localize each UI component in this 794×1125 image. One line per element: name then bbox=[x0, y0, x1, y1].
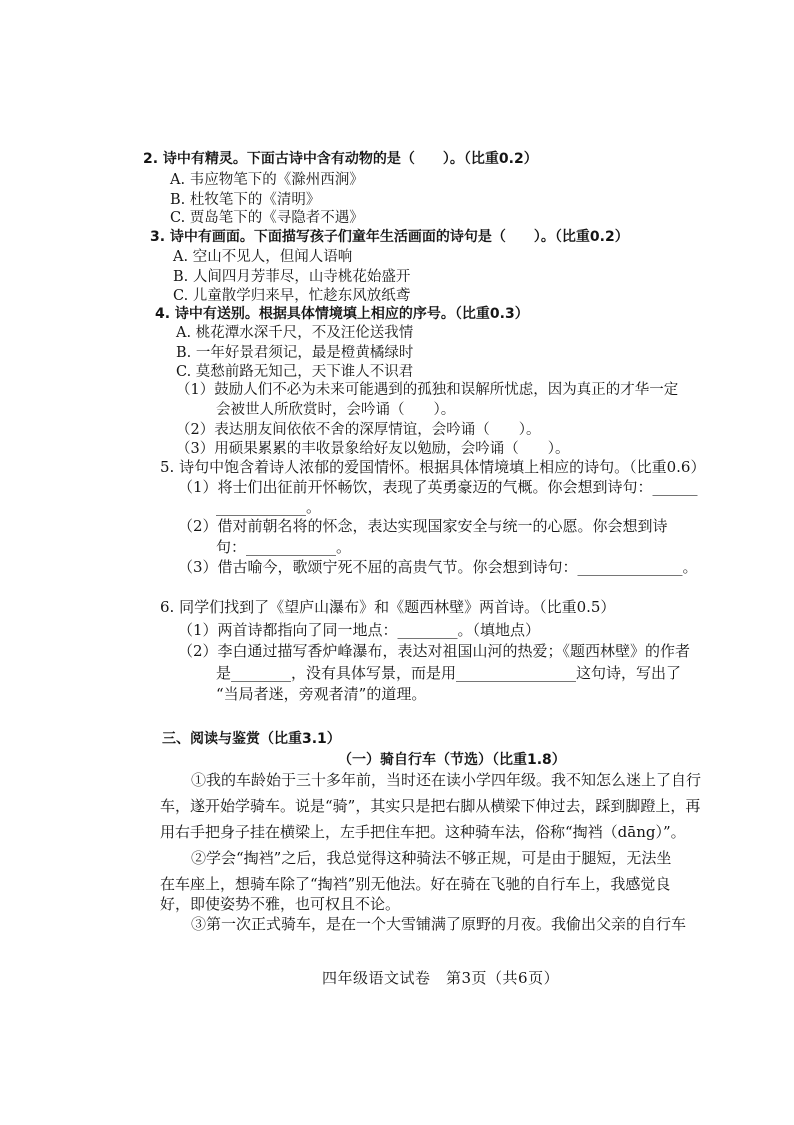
q6-item-2: （2）李白通过描写香炉峰瀑布，表达对祖国山河的热爱；《题西林壁》的作者 bbox=[178, 642, 691, 660]
q6-item-2-end: “当局者迷，旁观者清”的道理。 bbox=[216, 685, 427, 703]
passage-line: 车，遂开始学骑车。说是“骑”，其实只是把右脚从横梁下伸过去，踩到脚蹬上，再 bbox=[160, 797, 701, 815]
q6-item-1: （1）两首诗都指向了同一地点：________。（填地点） bbox=[178, 621, 541, 639]
q6-item-2-cont: 是________，没有具体写景，而是用________________这句诗，写出了 bbox=[216, 664, 682, 682]
passage-line: 用右手把身子挂在横梁上，左手把住车把。这种骑车法，俗称“掏裆（dāng）”。 bbox=[160, 823, 686, 841]
passage-line: 好，即使姿势不雅，也可权且不论。 bbox=[160, 895, 401, 913]
q5-item-1: （1）将士们出征前开怀畅饮，表现了英勇豪迈的气概。你会想到诗句：______ bbox=[178, 478, 698, 496]
q3-stem: 3. 诗中有画面。下面描写孩子们童年生活画面的诗句是（ ）。（比重0.2） bbox=[150, 229, 629, 245]
q2-option-c: C. 贾岛笔下的《寻隐者不遇》 bbox=[170, 210, 364, 226]
q6-stem: 6. 同学们找到了《望庐山瀑布》和《题西林壁》两首诗。（比重0.5） bbox=[160, 598, 616, 616]
q5-item-2-cont: 句：____________。 bbox=[216, 538, 352, 556]
q4-option-c: C. 莫愁前路无知己，天下谁人不识君 bbox=[176, 364, 414, 380]
q5-item-2: （2）借对前朝名将的怀念，表达实现国家安全与统一的心愿。你会想到诗 bbox=[178, 517, 668, 535]
q4-option-b: B. 一年好景君须记，最是橙黄橘绿时 bbox=[176, 345, 414, 361]
passage-line: ①我的车龄始于三十多年前，当时还在读小学四年级。我不知怎么迷上了自行 bbox=[191, 771, 702, 789]
q2-stem: 2. 诗中有精灵。下面古诗中含有动物的是（ ）。（比重0.2） bbox=[143, 151, 538, 167]
passage-title: （一）骑自行车（节选）（比重1.8） bbox=[338, 752, 566, 768]
q2-option-a: A. 韦应物笔下的《滁州西涧》 bbox=[170, 172, 364, 188]
passage-line: 在车座上，想骑车除了“掏裆”别无他法。好在骑在飞驰的自行车上，我感觉良 bbox=[160, 875, 671, 893]
passage-line: ③第一次正式骑车，是在一个大雪铺满了原野的月夜。我偷出父亲的自行车 bbox=[191, 915, 687, 933]
q4-item-1: （1）鼓励人们不必为未来可能遇到的孤独和误解所忧虑，因为真正的才华一定 bbox=[176, 382, 679, 398]
q4-stem: 4. 诗中有送别。根据具体情境填上相应的序号。（比重0.3） bbox=[155, 306, 529, 322]
q2-option-b: B. 杜牧笔下的《清明》 bbox=[170, 192, 321, 208]
q3-option-c: C. 儿童散学归来早，忙趁东风放纸鸢 bbox=[173, 288, 411, 304]
q3-option-b: B. 人间四月芳菲尽，山寺桃花始盛开 bbox=[173, 269, 411, 285]
q4-option-a: A. 桃花潭水深千尺，不及汪伦送我情 bbox=[176, 325, 414, 341]
passage-line: ②学会“掏裆”之后，我总觉得这种骑法不够正规，可是由于腿短，无法坐 bbox=[191, 849, 672, 867]
q4-item-3: （3）用硕果累累的丰收景象给好友以勉励，会吟诵（ ）。 bbox=[176, 441, 570, 457]
q3-option-a: A. 空山不见人，但闻人语响 bbox=[173, 249, 353, 265]
q5-item-1-cont: ____________。 bbox=[216, 498, 322, 516]
page-footer: 四年级语文试卷 第3页（共6页） bbox=[322, 969, 560, 987]
q4-item-2: （2）表达朋友间依依不舍的深厚情谊，会吟诵（ ）。 bbox=[176, 422, 541, 438]
q5-stem: 5. 诗句中饱含着诗人浓郁的爱国情怀。根据具体情境填上相应的诗句。（比重0.6） bbox=[160, 458, 706, 476]
q4-item-1-cont: 会被世人所欣赏时，会吟诵（ ）。 bbox=[216, 402, 456, 418]
section-heading: 三、阅读与鉴赏（比重3.1） bbox=[162, 731, 341, 747]
q5-item-3: （3）借古喻今，歌颂宁死不屈的高贵气节。你会想到诗句：______________。 bbox=[178, 558, 698, 576]
